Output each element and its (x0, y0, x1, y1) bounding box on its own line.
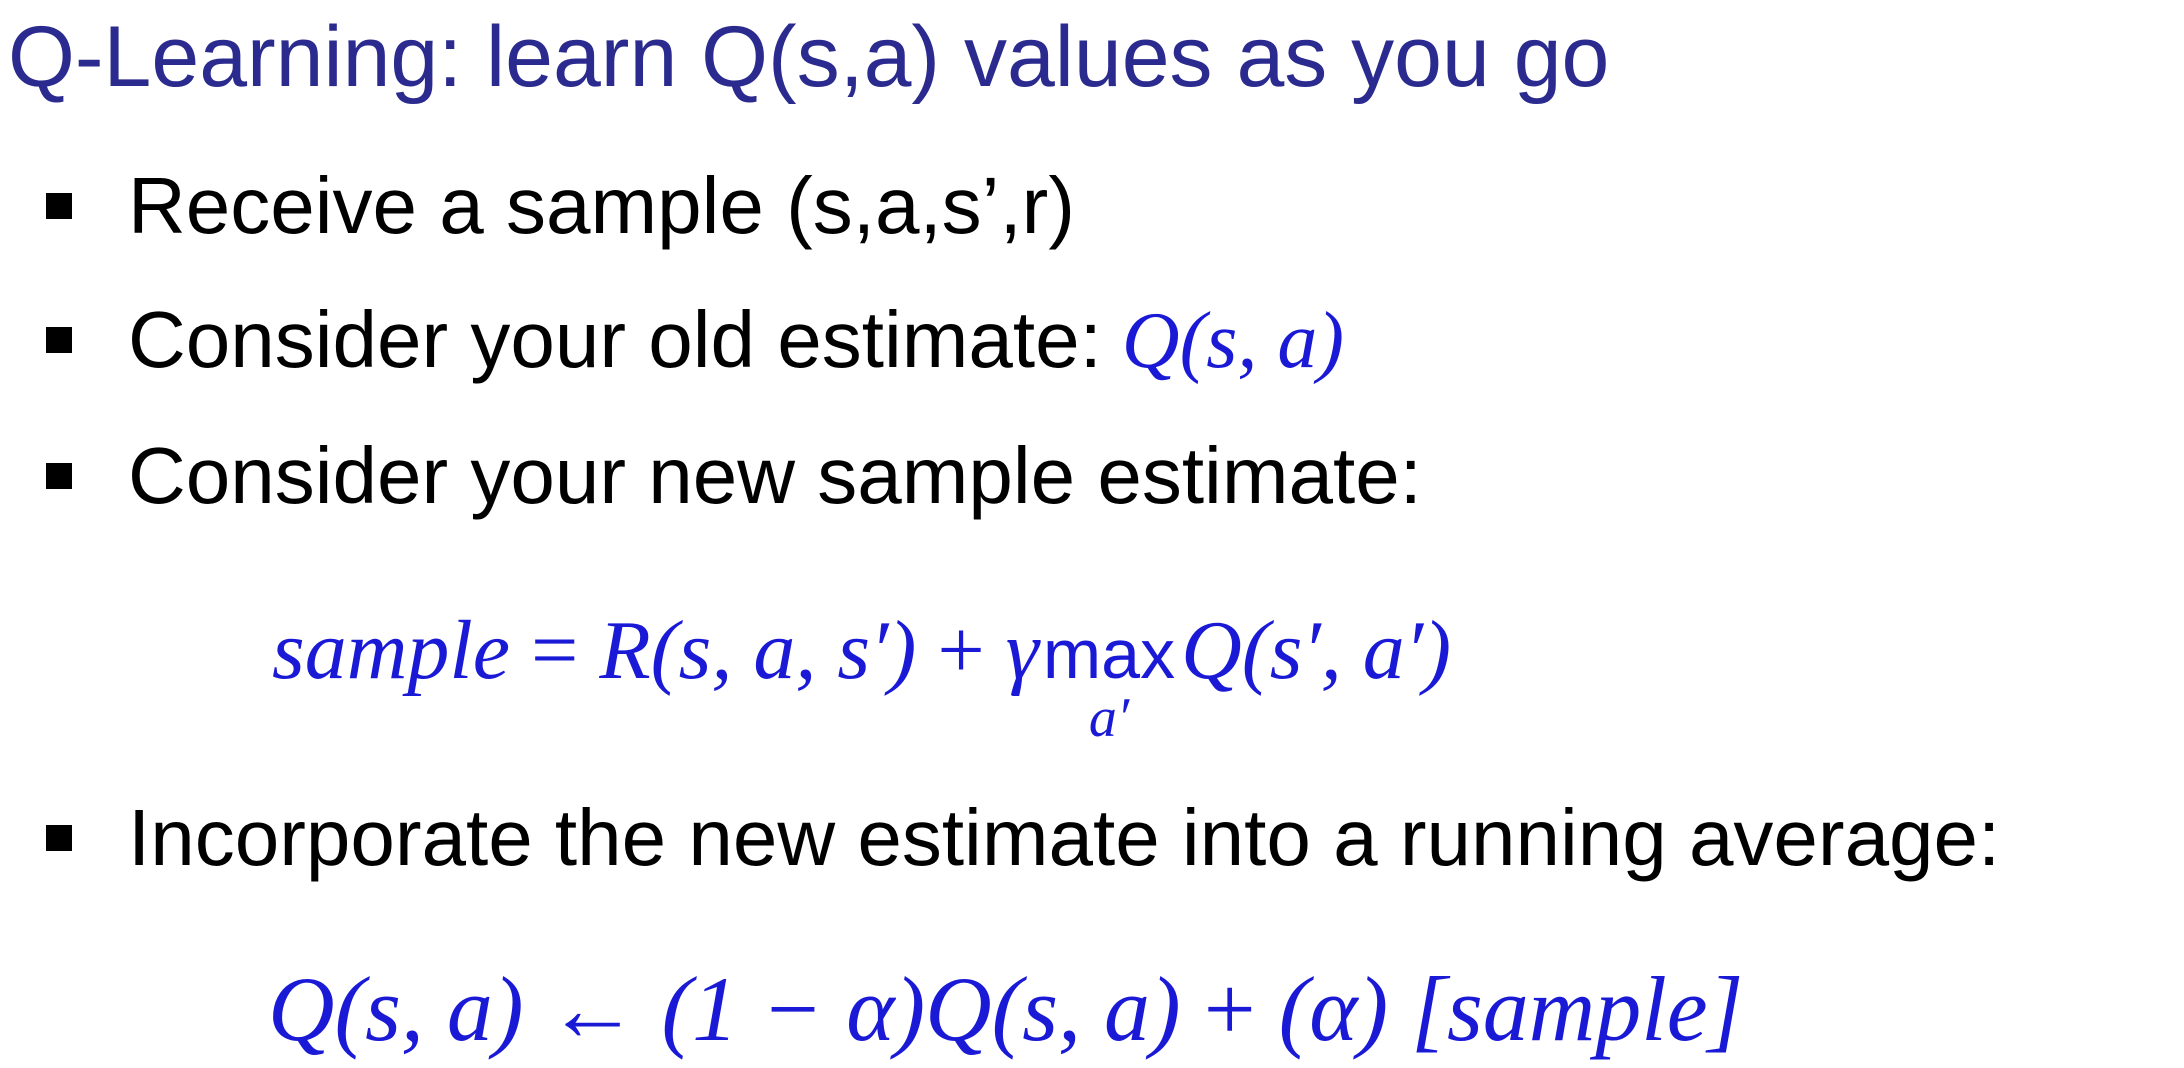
slide-title: Q-Learning: learn Q(s,a) values as you go (8, 9, 1610, 105)
equals-sign: = (530, 604, 579, 697)
bullet-text: Incorporate the new estimate into a running average: (128, 793, 2001, 882)
old-estimate-math: Q(s, a) (1121, 297, 1344, 385)
assign-arrow: ← (546, 958, 639, 1060)
bullet-old-estimate (46, 294, 1344, 387)
alpha-term: (α) (1278, 958, 1389, 1060)
plus-sign: + (1203, 958, 1256, 1060)
max-operator: max a′ (1042, 615, 1176, 749)
plus-sign: + (937, 604, 985, 697)
max-subscript: a′ (1088, 687, 1130, 749)
bullet-text: Consider your old estimate: (128, 295, 1102, 384)
bullet-new-estimate (46, 430, 1422, 522)
bullet-marker (46, 825, 72, 851)
bullet-marker (46, 193, 72, 219)
sample-equation (272, 602, 1452, 749)
update-lhs: Q(s, a) (268, 958, 524, 1060)
update-equation (268, 956, 1743, 1062)
decay-term: (1 − α) (661, 958, 926, 1060)
bullet-receive-sample (46, 160, 1075, 252)
reward-term: R(s, a, s′) (599, 604, 917, 697)
bullet-marker (46, 327, 72, 353)
bullet-marker (46, 463, 72, 489)
sample-term: [sample] (1411, 958, 1744, 1060)
q-next-term: Q(s′, a′) (1181, 604, 1452, 697)
bullet-text: Consider your new sample estimate: (128, 431, 1422, 520)
gamma-symbol: γ (1005, 604, 1039, 697)
bullet-text: Receive a sample (s,a,s’,r) (128, 161, 1075, 250)
sample-lhs: sample (272, 604, 510, 697)
bullet-running-average (46, 792, 2000, 884)
q-old-term: Q(s, a) (925, 958, 1181, 1060)
